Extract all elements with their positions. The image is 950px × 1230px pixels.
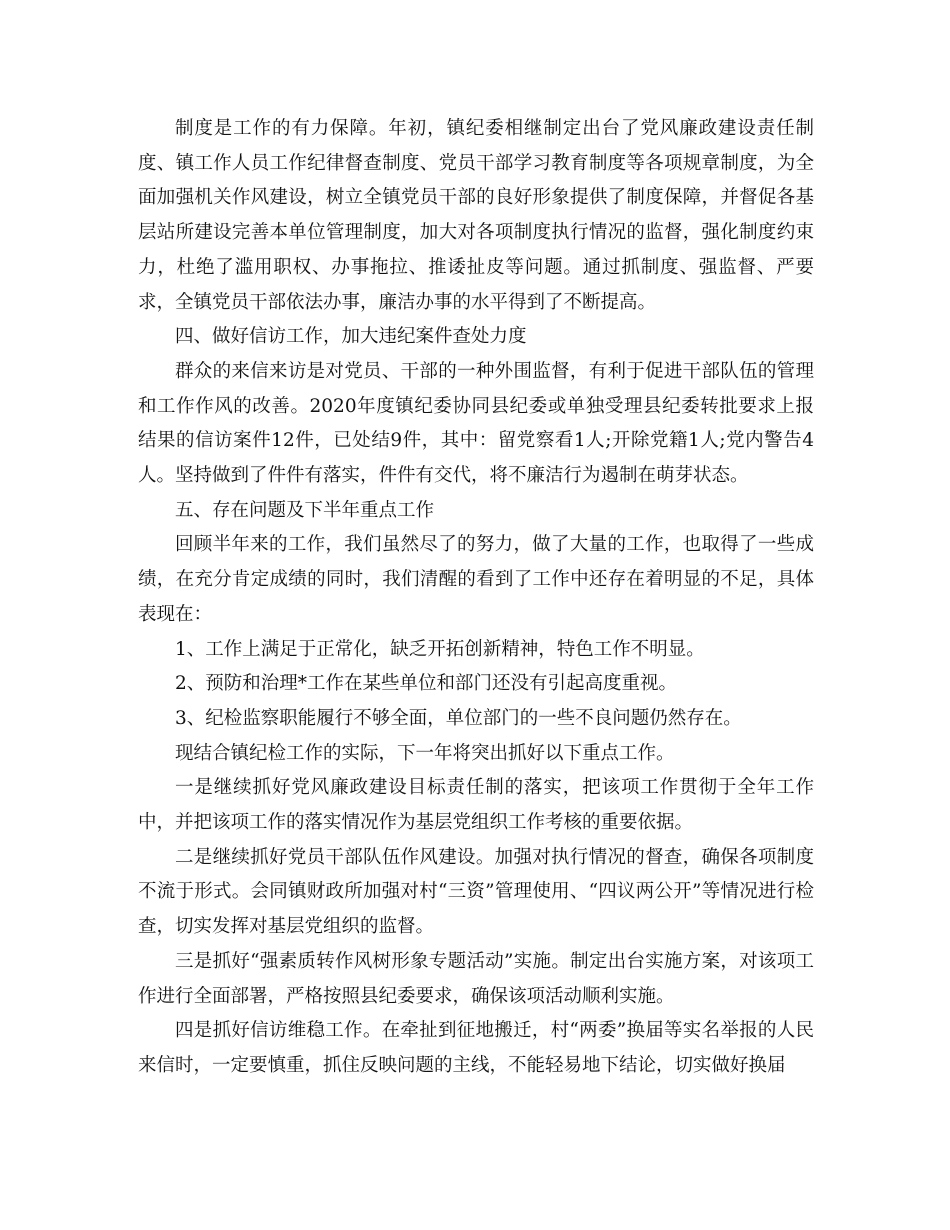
paragraph-petition: 群众的来信来访是对党员、干部的一种外围监督，有利于促进干部队伍的管理和工作作风的改善。2020年度镇纪委协同县纪委或单独受理县纪委转批要求上报结果的信访案件12件，已处结9件，其中：留党察看1人;开除党籍1人;党内警告4人。坚持做到了件件有落实，件件有交代，将不廉洁行为遏制在萌芽状态。 [138,360,814,487]
list-item-3: 3、纪检监察职能履行不够全面，单位部门的一些不良问题仍然存在。 [175,707,742,729]
paragraph-review: 回顾半年来的工作，我们虽然尽了的努力，做了大量的工作，也取得了一些成绩，在充分肯定成绩的同时，我们清醒的看到了工作中还存在着明显的不足，具体表现在： [138,534,814,625]
list-item-2: 2、预防和治理*工作在某些单位和部门还没有引起高度重视。 [175,673,678,695]
section-heading-5: 五、存在问题及下半年重点工作 [175,499,435,521]
paragraph-task-4: 四是抓好信访维稳工作。在牵扯到征地搬迁，村“两委”换届等实名举报的人民来信时，一定要慎重，抓住反映问题的主线，不能轻易地下结论，切实做好换届 [138,1020,814,1076]
section-heading-4: 四、做好信访工作，加大违纪案件查处力度 [175,326,527,348]
document-body [138,112,814,1084]
paragraph-task-1: 一是继续抓好党风廉政建设目标责任制的落实，把该项工作贯彻于全年工作中，并把该项工作的落实情况作为基层党组织工作考核的重要依据。 [138,777,814,834]
list-item-1: 1、工作上满足于正常化，缺乏开拓创新精神，特色工作不明显。 [175,638,705,660]
paragraph-task-3: 三是抓好“强素质转作风树形象专题活动”实施。制定出台实施方案，对该项工作进行全面部署，严格按照县纪委要求，确保该项活动顺利实施。 [138,950,814,1007]
paragraph-next-steps: 现结合镇纪检工作的实际，下一年将突出抓好以下重点工作。 [175,742,675,764]
paragraph-system-guarantee: 制度是工作的有力保障。年初，镇纪委相继制定出台了党风廉政建设责任制度、镇工作人员工作纪律督查制度、党员干部学习教育制度等各项规章制度，为全面加强机关作风建设，树立全镇党员干部的良好形象提供了制度保障，并督促各基层站所建设完善本单位管理制度，加大对各项制度执行情况的监督，强化制度约束力，杜绝了滥用职权、办事拖拉、推诿扯皮等问题。通过抓制度、强监督、严要求，全镇党员干部依法办事，廉洁办事的水平得到了不断提高。 [138,118,814,313]
paragraph-task-2: 二是继续抓好党员干部队伍作风建设。加强对执行情况的督查，确保各项制度不流于形式。会同镇财政所加强对村“三资”管理使用、“四议两公开”等情况进行检查，切实发挥对基层党组织的监督。 [138,846,814,938]
